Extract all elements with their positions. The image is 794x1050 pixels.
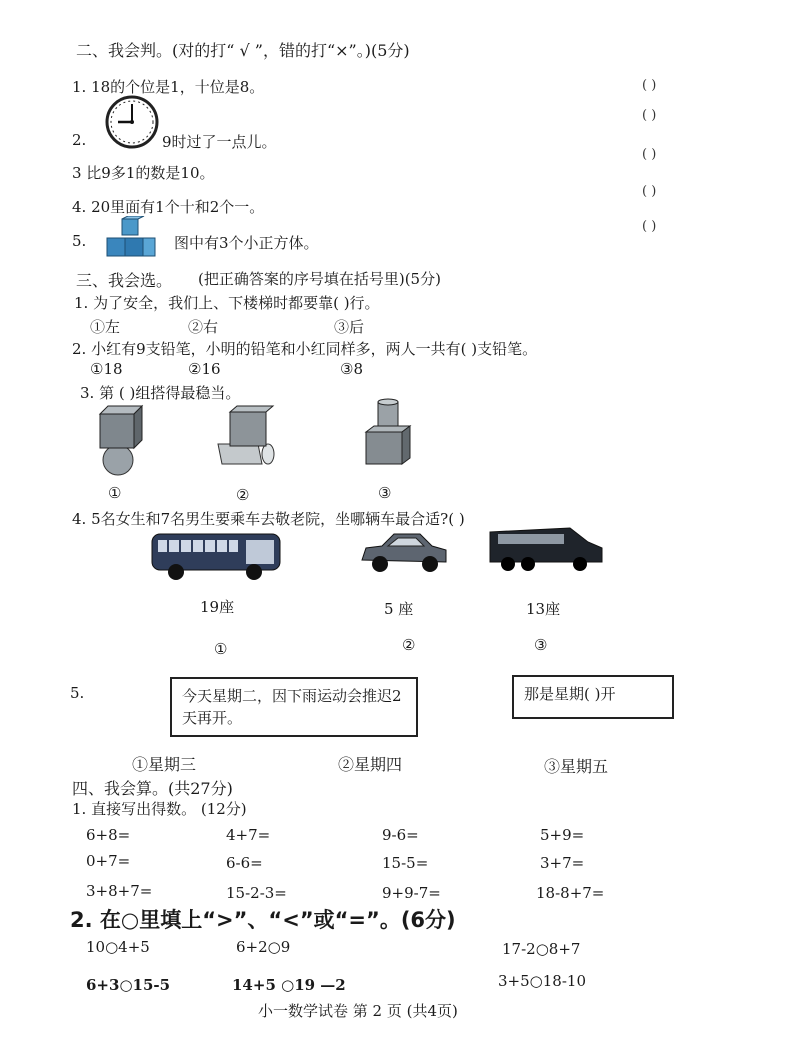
calc-item: 15-5= xyxy=(382,854,429,872)
answer-paren-4[interactable]: ( ) xyxy=(642,184,657,199)
compare-item: 10○4+5 xyxy=(86,938,150,956)
choice-q4-option3: ③ xyxy=(534,636,548,654)
choice-q4-option2: ② xyxy=(402,636,416,654)
calc-item: 3+7= xyxy=(540,854,585,872)
choice-q2: 2. 小红有9支铅笔，小明的铅笔和小红同样多，两人一共有( )支铅笔。 xyxy=(72,340,538,358)
calc-item: 6-6= xyxy=(226,854,263,872)
cylinder-on-cube-icon xyxy=(362,398,416,468)
compare-item: 3+5○18-10 xyxy=(498,972,586,990)
cubes-icon xyxy=(104,216,158,260)
cube-on-ball-icon xyxy=(92,404,146,476)
judge-q1: 1. 18的个位是1，十位是8。 xyxy=(72,78,265,96)
compare-item: 14+5 ○19 —2 xyxy=(232,976,346,994)
choice-q2-option2: ②16 xyxy=(188,360,221,378)
judge-q3: 3 比9多1的数是10。 xyxy=(72,164,215,182)
choice-q1-option3: ③后 xyxy=(334,318,365,336)
calc-item: 6+8= xyxy=(86,826,131,844)
judge-q2-number: 2. xyxy=(72,131,87,149)
section3-subtitle: (把正确答案的序号填在括号里)(5分) xyxy=(198,270,441,288)
clock-icon xyxy=(104,94,160,150)
choice-q1-option1: ①左 xyxy=(90,318,121,336)
choice-q4: 4. 5名女生和7名男生要乘车去敬老院，坐哪辆车最合适?( ) xyxy=(72,510,465,528)
calc-item: 4+7= xyxy=(226,826,271,844)
judge-q5-text: 图中有3个小正方体。 xyxy=(174,234,319,252)
page-footer: 小一数学试卷 第 2 页 (共4页) xyxy=(258,1002,458,1020)
seat-label-car: 5 座 xyxy=(384,600,414,618)
choice-q4-option1: ① xyxy=(214,640,228,658)
calc-item: 18-8+7= xyxy=(536,884,605,902)
calc-item: 0+7= xyxy=(86,852,131,870)
section3-title: 三、我会选。 xyxy=(76,271,173,290)
compare-item: 17-2○8+7 xyxy=(502,940,581,958)
judge-q4: 4. 20里面有1个十和2个一。 xyxy=(72,198,265,216)
choice-q5-option3: ③星期五 xyxy=(544,757,609,776)
choice-q3: 3. 第 ( )组搭得最稳当。 xyxy=(80,384,241,402)
cube-on-cylinder-icon xyxy=(212,404,278,472)
seat-label-van: 13座 xyxy=(526,600,561,618)
bus-icon xyxy=(150,530,284,582)
seat-label-bus: 19座 xyxy=(200,598,235,616)
choice-q2-option1: ①18 xyxy=(90,360,123,378)
compare-item: 6+2○9 xyxy=(236,938,291,956)
answer-paren-5[interactable]: ( ) xyxy=(642,219,657,234)
choice-q5-number: 5. xyxy=(70,684,85,702)
answer-paren-1[interactable]: ( ) xyxy=(642,78,657,93)
section4-title: 四、我会算。(共27分) xyxy=(72,779,233,798)
compare-item: 6+3○15-5 xyxy=(86,976,171,994)
van-icon xyxy=(488,524,604,574)
section4-sub1: 1. 直接写出得数。 (12分) xyxy=(72,800,247,818)
answer-paren-3[interactable]: ( ) xyxy=(642,147,657,162)
choice-q1-option2: ②右 xyxy=(188,318,219,336)
choice-q2-option3: ③8 xyxy=(340,360,363,378)
answer-paren-2[interactable]: ( ) xyxy=(642,108,657,123)
choice-q3-option2: ② xyxy=(236,486,250,504)
calc-item: 5+9= xyxy=(540,826,585,844)
judge-q2-text: 9时过了一点儿。 xyxy=(162,133,277,151)
car-icon xyxy=(358,526,450,574)
calc-item: 3+8+7= xyxy=(86,882,153,900)
judge-q5-number: 5. xyxy=(72,232,87,250)
choice-q3-option3: ③ xyxy=(378,484,392,502)
calc-item: 9+9-7= xyxy=(382,884,441,902)
choice-q3-option1: ① xyxy=(108,484,122,502)
section4-sub2: 2. 在○里填上“>”、“<”或“=”。(6分) xyxy=(70,908,456,932)
notice-box: 今天星期二，因下雨运动会推迟2天再开。 xyxy=(170,677,418,737)
choice-q1: 1. 为了安全，我们上、下楼梯时都要靠( )行。 xyxy=(74,294,380,312)
question-box: 那是星期( )开 xyxy=(512,675,674,719)
calc-item: 9-6= xyxy=(382,826,419,844)
calc-item: 15-2-3= xyxy=(226,884,287,902)
section2-title: 二、我会判。(对的打“ √ ”，错的打“×”。)(5分) xyxy=(76,41,410,60)
choice-q5-option1: ①星期三 xyxy=(132,755,197,774)
choice-q5-option2: ②星期四 xyxy=(338,755,403,774)
